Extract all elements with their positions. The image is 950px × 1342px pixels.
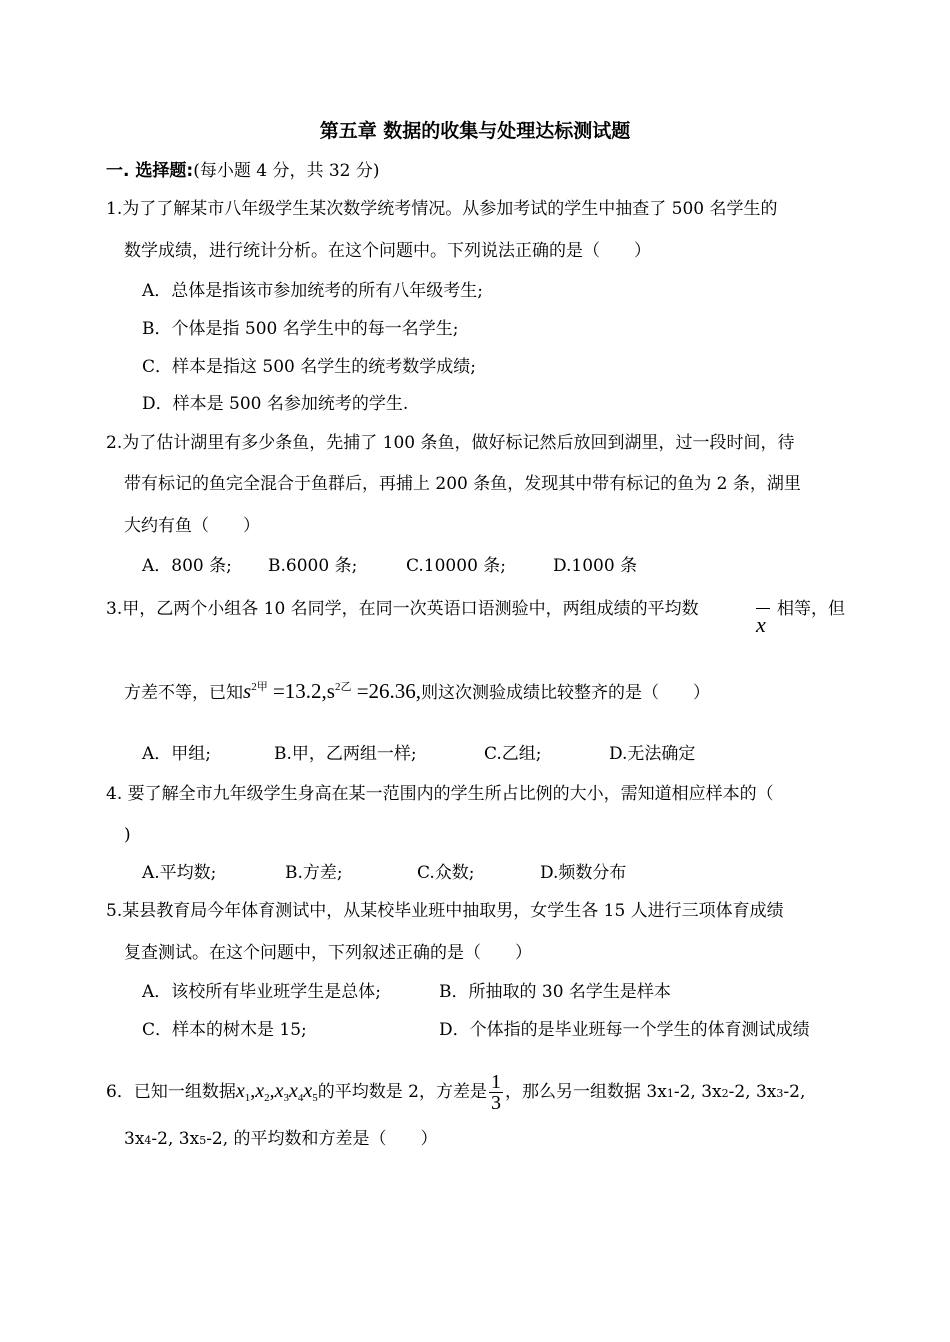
comma-1: ,	[250, 1080, 256, 1102]
new-x1-subscript: 1	[666, 1087, 674, 1100]
question-5-option-d: D．个体指的是毕业班每一个学生的体育测试成绩	[439, 1020, 810, 1040]
mean-x-letter: x	[756, 612, 766, 637]
x4-subscript: 4	[297, 1092, 304, 1104]
new-x5-subscript: 5	[199, 1134, 207, 1147]
question-6-mean-text: 的平均数是 2，方差是	[317, 1082, 488, 1102]
question-4-option-d: D.频数分布	[540, 863, 627, 883]
question-4-option-a: A.平均数;	[142, 863, 217, 883]
section-note: (每小题 4 分，共 32 分)	[193, 161, 380, 181]
x2-letter: x	[255, 1080, 265, 1102]
question-2-option-b: B.6000 条;	[268, 556, 358, 576]
new-x1-tail: -2, 3x	[673, 1082, 722, 1102]
comma-2: ,	[269, 1080, 275, 1102]
question-2-line-2: 带有标记的鱼完全混合于鱼群后，再捕上 200 条鱼，发现其中带有标记的鱼为 2 条，湖里	[124, 474, 801, 494]
page-title: 第五章 数据的收集与处理达标测试题	[319, 120, 631, 142]
question-1-option-a: A．总体是指该市参加统考的所有八年级考生;	[142, 281, 484, 301]
new-x3-subscript: 3	[776, 1087, 784, 1100]
variance-s-jia: s	[243, 679, 252, 703]
question-6-line-2-end: -2, 的平均数和方差是（ ）	[206, 1129, 438, 1149]
question-5-option-a: A．该校所有毕业班学生是总体;	[142, 982, 382, 1002]
x2-subscript: 2	[264, 1092, 270, 1104]
variance-s-yi: s	[326, 679, 335, 703]
question-2-option-d: D.1000 条	[553, 556, 638, 576]
question-1-line-2: 数学成绩，进行统计分析。在这个问题中。下列说法正确的是（ ）	[124, 241, 651, 261]
question-6-new-data-text: ，那么另一组数据 3x	[505, 1082, 667, 1102]
question-3-line-1: 3.甲，乙两个小组各 10 名同学，在同一次英语口语测验中，两组成绩的平均数	[106, 599, 699, 619]
variance-fraction	[489, 1072, 503, 1113]
question-6-line-2	[124, 1128, 438, 1152]
new-x2-subscript: 2	[721, 1087, 729, 1100]
question-3-option-d: D.无法确定	[609, 744, 696, 764]
x5-subscript: 5	[312, 1092, 318, 1104]
variance-jia-label: 甲	[256, 681, 268, 693]
x1-subscript: 1	[244, 1092, 251, 1104]
variance-formula	[243, 679, 421, 703]
question-2-line-3: 大约有鱼（ ）	[124, 516, 260, 536]
x4-letter: x	[289, 1080, 298, 1102]
question-5-line-1: 5.某县教育局今年体育测试中，从某校毕业班中抽取男，女学生各 15 人进行三项体育成绩	[106, 901, 784, 921]
fraction-numerator: 1	[491, 1071, 502, 1093]
new-x2-tail: -2, 3x	[728, 1082, 777, 1102]
new-x3-tail: -2,	[783, 1082, 806, 1102]
question-5-option-b: B．所抽取的 30 名学生是样本	[439, 982, 671, 1002]
question-2-option-c: C.10000 条;	[406, 556, 507, 576]
variance-jia-power: 2	[251, 681, 257, 693]
question-2-line-1: 2.为了估计湖里有多少条鱼，先捕了 100 条鱼，做好标记然后放回到湖里，过一段时间，待	[106, 433, 795, 453]
question-1-option-c: C．样本是指这 500 名学生的统考数学成绩;	[142, 357, 476, 377]
question-3-option-a: A．甲组;	[142, 744, 212, 764]
new-x4-subscript: 4	[144, 1134, 152, 1147]
question-3-line-1-end: 相等，但	[777, 599, 845, 619]
x1-letter: x	[235, 1080, 245, 1102]
new-x4-prefix: 3x	[124, 1129, 145, 1149]
question-1-line-1: 1.为了了解某市八年级学生某次数学统考情况。从参加考试的学生中抽查了 500 名学生的	[106, 199, 778, 219]
question-4-line-2: )	[124, 825, 131, 845]
variance-yi-label: 乙	[340, 681, 352, 693]
question-6-line-1-start: 6．已知一组数据	[106, 1082, 236, 1102]
section-heading-label: 一. 选择题:	[106, 161, 194, 181]
question-3-option-b: B.甲，乙两组一样;	[274, 744, 417, 764]
question-2-option-a: A．800 条;	[142, 556, 232, 576]
mean-x-bar-symbol	[756, 612, 766, 638]
question-1-option-b: B．个体是指 500 名学生中的每一名学生;	[142, 319, 459, 339]
question-3-line-2-start: 方差不等，已知	[124, 683, 243, 703]
question-3-line-2	[124, 680, 710, 706]
mean-bar-line	[756, 608, 770, 609]
variance-yi-superscript	[335, 681, 352, 693]
question-5-line-2: 复查测试。在这个问题中，下列叙述正确的是（ ）	[124, 943, 532, 963]
question-3-option-c: C.乙组;	[484, 744, 542, 764]
question-5-option-c: C．样本的树木是 15;	[142, 1020, 307, 1040]
variance-jia-superscript	[251, 681, 268, 693]
question-4-line-1: 4. 要了解全市九年级学生身高在某一范围内的学生所占比例的大小，需知道相应样本的（	[106, 784, 774, 804]
new-x4-tail: -2, 3x	[151, 1129, 200, 1149]
question-4-option-b: B.方差;	[285, 863, 343, 883]
question-3-line-2-end: 则这次测验成绩比较整齐的是（ ）	[421, 683, 711, 703]
question-4-option-c: C.众数;	[417, 863, 475, 883]
data-set-formula	[236, 1080, 318, 1102]
x3-subscript: 3	[283, 1092, 289, 1104]
x5-letter: x	[303, 1080, 313, 1102]
variance-yi-value: =26.36,	[351, 679, 422, 703]
question-1-option-d: D．样本是 500 名参加统考的学生.	[142, 394, 409, 414]
section-heading	[106, 160, 380, 182]
variance-yi-power: 2	[334, 681, 341, 693]
variance-jia-value: =13.2,	[267, 679, 327, 703]
fraction-denominator: 3	[491, 1092, 502, 1114]
x3-letter: x	[274, 1080, 284, 1102]
question-6-line-1	[106, 1072, 805, 1113]
